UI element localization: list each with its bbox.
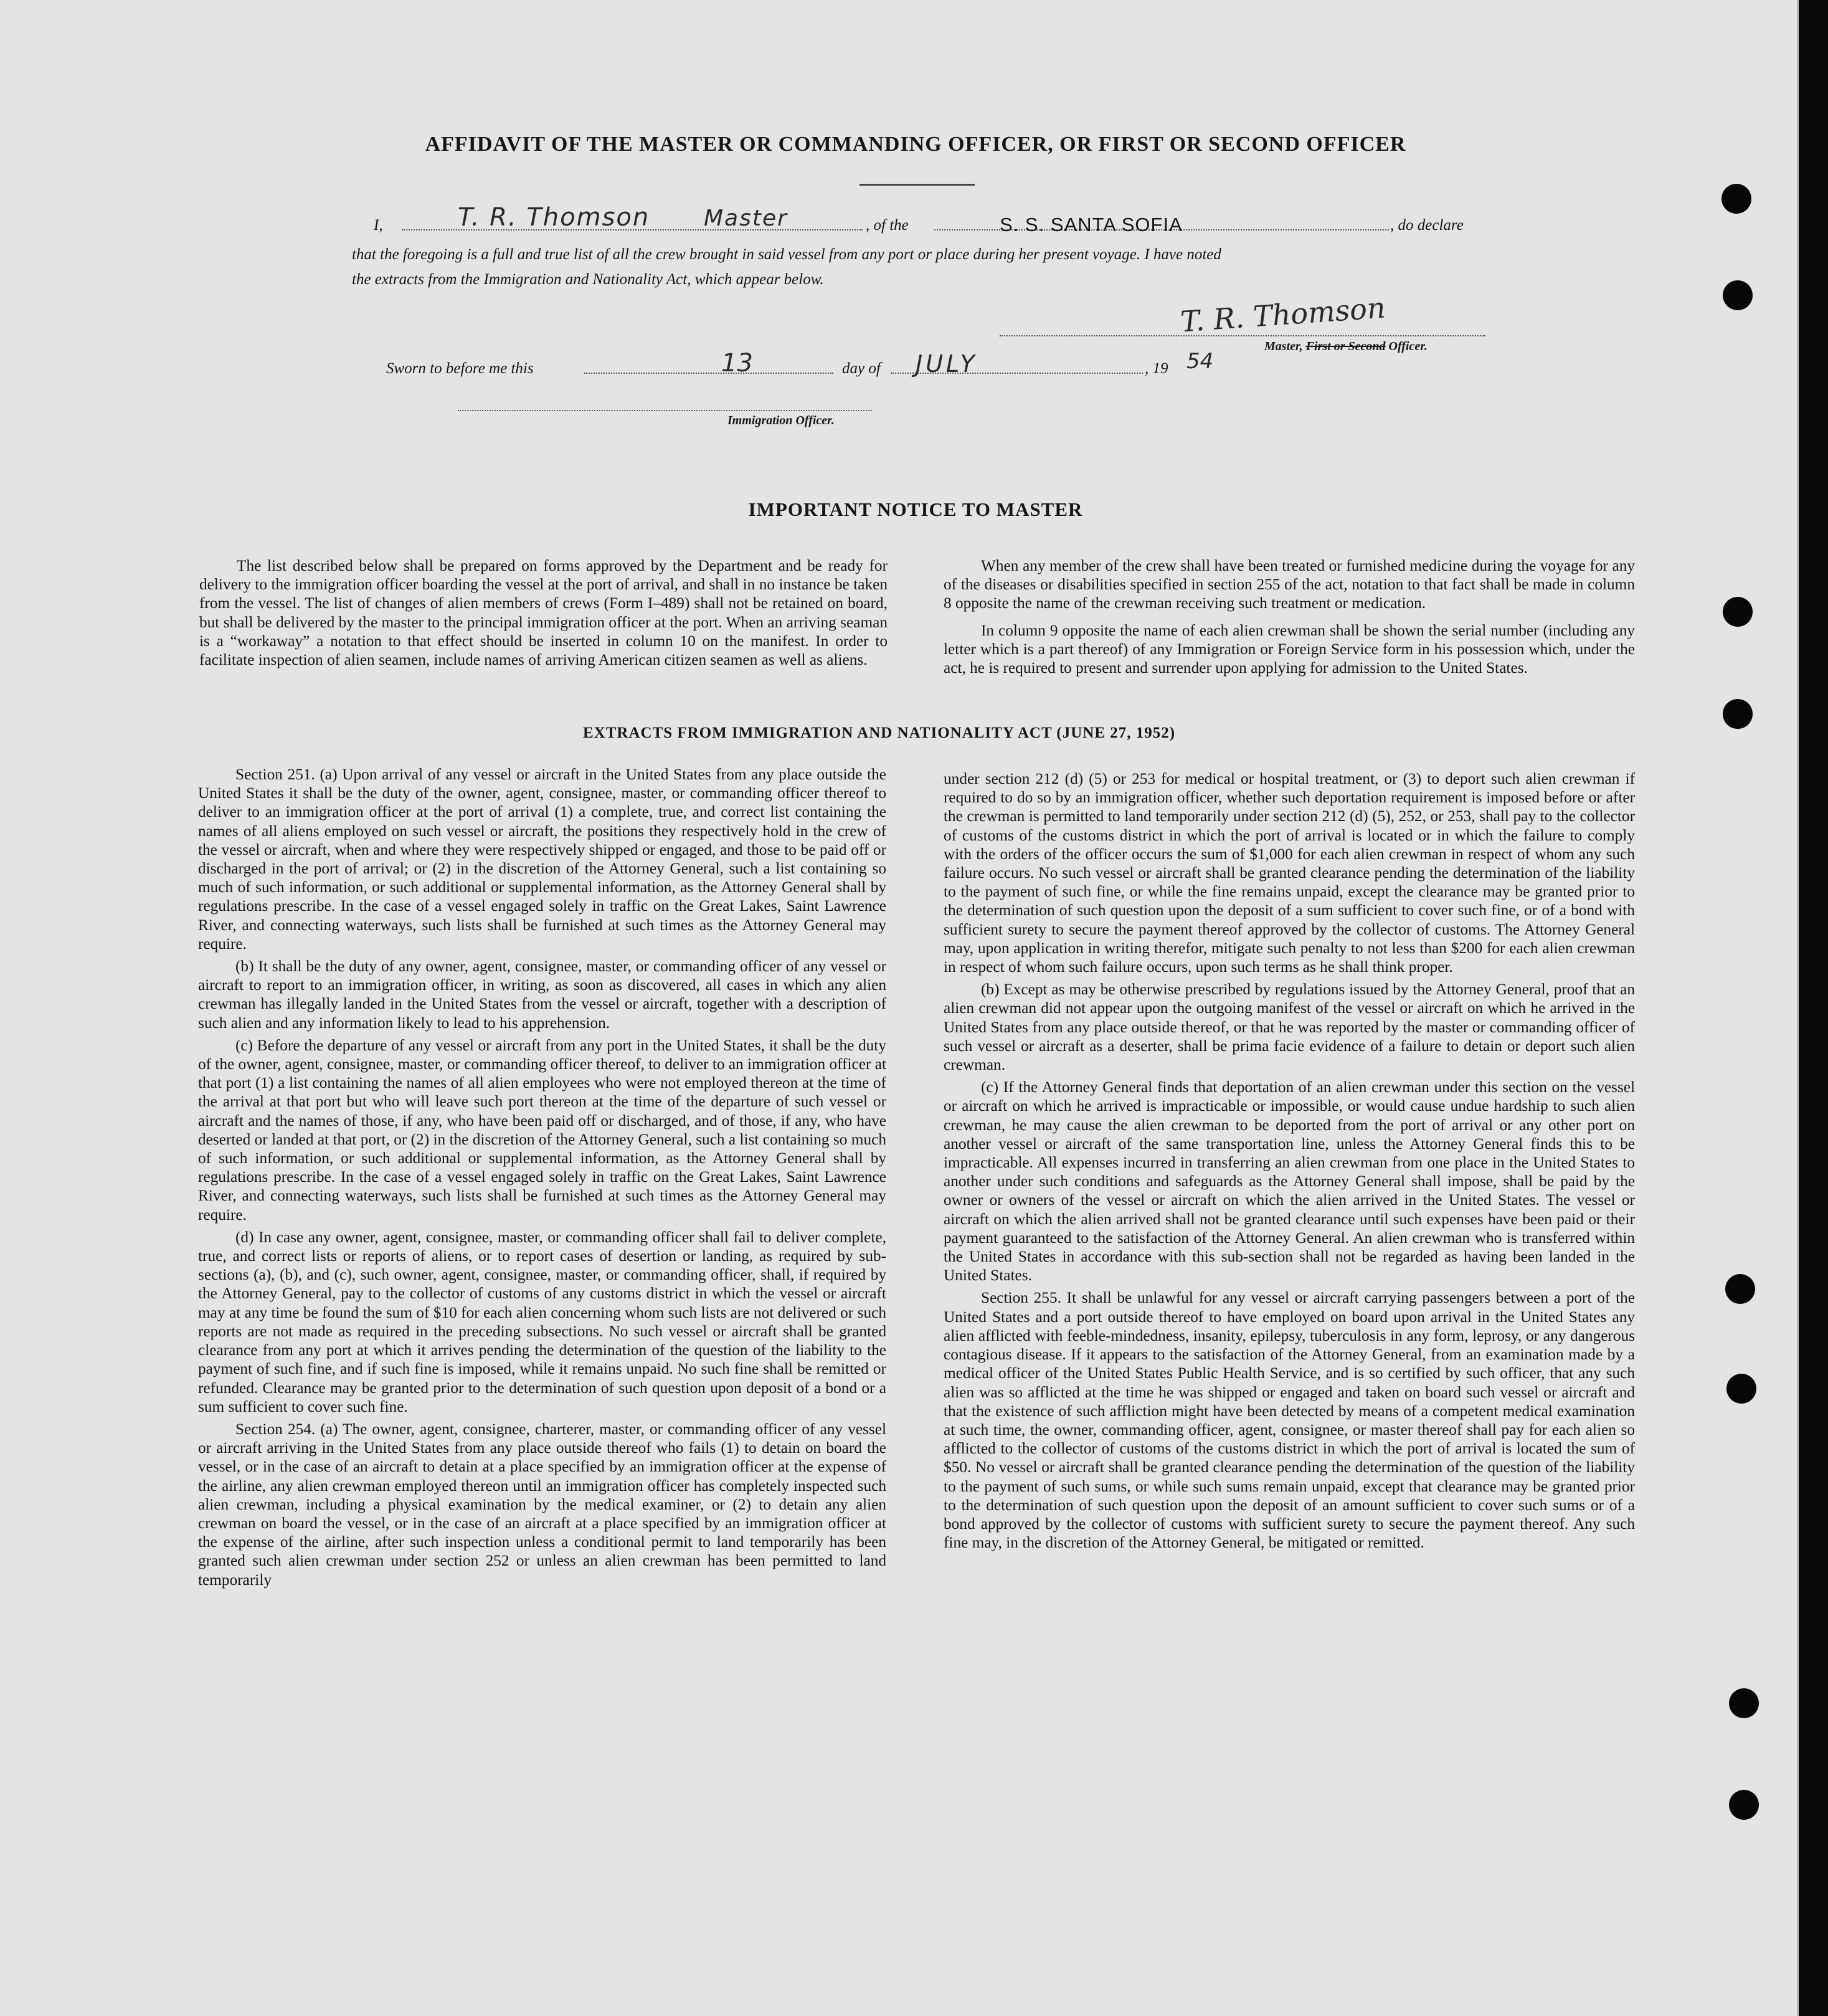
signature-caption: [1264, 340, 1428, 354]
master-signature: T. R. Thomson: [1179, 290, 1387, 339]
notice-right-column: [944, 556, 1635, 685]
declaration-line-2: the extracts from the Immigration and Nationality Act, which appear below.: [352, 271, 824, 288]
vessel-name: S. S. SANTA SOFIA: [1000, 214, 1183, 235]
sworn-year: 54: [1186, 349, 1214, 374]
notice-paragraph: The list described below shall be prepared on forms approved by the Department and be ready for delivery to the immigration officer boarding the vessel at the port of arrival, and shall in no instance be taken from the vessel. The list of changes of alien members of crews (Form I–489) shall not be retained on board, but shall be delivered by the master to the principal immigration officer at the port. When an arriving seaman is a “workaway” a notation to that effect should be inserted in column 10 on the manifest. In order to facilitate inspection of alien seamen, include names of arriving American citizen seamen as well as aliens.: [199, 557, 888, 669]
extract-paragraph: (b) Except as may be otherwise prescribed by regulations issued by the Attorney General, proof that an alien crewman did not appear upon the outgoing manifest of the vessel or aircraft on which he arrived in the United States from any place outside thereof, or that he was reported by the master or commanding officer of such vessel or aircraft as a deserter, shall be prima facie evidence of a failure to detain or deport such alien crewman.: [944, 981, 1635, 1074]
punch-hole: [1721, 184, 1751, 214]
punch-hole: [1723, 280, 1753, 310]
extracts-right-column: [944, 769, 1635, 1552]
affidavit-title: AFFIDAVIT OF THE MASTER OR COMMANDING OFFICER, OR FIRST OR SECOND OFFICER: [425, 133, 1406, 156]
caption-prefix: Master,: [1264, 340, 1306, 353]
officer-caption: Immigration Officer.: [727, 414, 835, 427]
rank-handwriting: Master: [704, 206, 788, 231]
extract-paragraph: Section 254. (a) The owner, agent, consignee, charterer, master, or commanding officer of any vessel or aircraft arriving in the United States from any place outside thereof who fails (1) to detain on board the vessel, or in the case of an aircraft to detain at a place specified by an immigration officer at the expense of the airline, any alien crewman employed thereon until an immigration officer has completely inspected such alien crewman, including a physical examination by the medical examiner, or (2) to detain any alien crewman on board the vessel, or in the case of an aircraft at a place specified by an immigration officer at the expense of the airline, after such inspection unless a conditional permit to land temporarily has been granted such alien crewman under section 252 or unless an alien crewman has been permitted to land temporarily: [198, 1420, 886, 1589]
sworn-day: 13: [721, 349, 753, 378]
of-the-label: , of the: [866, 217, 909, 234]
punch-hole: [1723, 597, 1753, 627]
signature-line: [1000, 335, 1485, 336]
notice-paragraph: When any member of the crew shall have been treated or furnished medicine during the voyage for any of the diseases or disabilities specified in section 255 of the act, notation to that fact shall be made in column 8 opposite the name of the crewman receiving such treatment or medication.: [944, 557, 1635, 612]
year-prefix: , 19: [1145, 360, 1168, 377]
day-of-label: day of: [842, 360, 881, 377]
sworn-day-line: [584, 373, 833, 374]
notice-paragraph: In column 9 opposite the name of each alien crewman shall be shown the serial number (including any letter which is a part thereof) of any Immigration or Foreign Service form in his possession which, under the act, he is required to present and surrender upon applying for admission to the United States.: [944, 621, 1635, 677]
punch-hole: [1725, 1274, 1755, 1304]
extract-paragraph: under section 212 (d) (5) or 253 for medical or hospital treatment, or (3) to deport such alien crewman if required to do so by an immigration officer, whether such deportation requirement is imposed before or after the crewman is permitted to land temporarily under section 212 (d) (5), 252, or 253, shall pay to the collector of customs of the customs district in which the port of arrival is located or in which the failure to comply with the orders of the officer occurs the sum of $1,000 for each alien crewman in respect of whom any such failure occurs. No such vessel or aircraft shall be granted clearance pending the determination of the liability to the payment of such fine, or while the fine remains unpaid, except the clearance may be granted prior to the determination of such question upon the deposit of a sum sufficient to cover such fine, or of a bond with sufficient surety to secure the payment thereof approved by the collector of customs. The Attorney General may, upon application in writing therefor, mitigate such penalty to not less than $200 for each alien crewman in respect of whom such failure occurs, upon such terms as he shall think proper.: [944, 770, 1635, 976]
extract-paragraph: Section 255. It shall be unlawful for any vessel or aircraft carrying passengers between a port of the United States and a port outside thereof to have employed on board upon arrival in the United States any alien afflicted with feeble-mindedness, insanity, epilepsy, tuberculosis in any form, leprosy, or any dangerous contagious disease. If it appears to the satisfaction of the Attorney General, from an examination made by a medical officer of the United States Public Health Service, and is so certified by such officer, that any such alien was so afflicted at the time he was shipped or engaged and taken on board such vessel or aircraft and that the existence of such affliction might have been detected by means of a competent medical examination at such time, the owner, commanding officer, agent, consignee, or master thereof shall pay for each alien so afflicted to the collector of customs of the customs district in which the port of arrival is located the sum of $50. No vessel or aircraft shall be granted clearance pending the determination of the question of the liability to the payment of such sums, or while such sums remain unpaid, except that clearance may be granted prior to the determination of such question upon the deposit of an amount sufficient to cover such sums or of a bond approved by the collector of customs with sufficient surety to secure the payment thereof. Any such fine may, in the discretion of the Attorney General, be mitigated or remitted.: [944, 1289, 1635, 1552]
extract-paragraph: (c) Before the departure of any vessel or aircraft from any port in the United States, it shall be the duty of the owner, agent, consignee, master, or commanding officer thereof, to deliver to an immigration officer at that port (1) a list containing the names of all alien employees who were not employed thereon at the time of the arrival at that port but who will leave such port thereon at the time of the departure of such vessel or aircraft and the names of those, if any, who have been paid off or discharged, and of those, if any, who have deserted or landed at that port, or (2) in the discretion of the Attorney General, such a list containing so much of such information, or such additional or supplemental information, as the Attorney General shall by regulations prescribe. In the case of a vessel engaged solely in traffic on the Great Lakes, Saint Lawrence River, and connecting waterways, such lists shall be furnished at such times as the Attorney General may require.: [198, 1036, 886, 1224]
extract-paragraph: (c) If the Attorney General finds that deportation of an alien crewman under this section on the vessel or aircraft on which he arrived is impracticable or impossible, or would cause undue hardship to such alien crewman, he may cause the alien crewman to be deported from the port of arrival or any other port on another vessel or aircraft of the same transportation line, unless the Attorney General finds this to be impracticable. All expenses incurred in transferring an alien crewman from one place in the United States to another under such conditions and safeguards as the Attorney General shall impose, shall be paid by the owner or owners of the vessel or aircraft on which the alien arrived in the United States. The vessel or aircraft on which the alien arrived shall not be granted clearance until such expenses have been paid or their payment guaranteed to the satisfaction of the Attorney General. An alien crewman who is transferred within the United States in accordance with this sub-section shall not be regarded as having been landed in the United States.: [944, 1078, 1635, 1285]
extract-paragraph: Section 251. (a) Upon arrival of any vessel or aircraft in the United States from any place outside the United States it shall be the duty of the owner, agent, consignee, master, or commanding officer thereof to deliver to an immigration officer at the port of arrival (1) a complete, true, and correct list containing the names of all aliens employed on such vessel or aircraft, the positions they respectively hold in the crew of the vessel or aircraft, when and where they were respectively shipped or engaged, and those to be paid off or discharged in the port of arrival; or (2) in the discretion of the Attorney General, such a list containing so much of such information, or such additional or supplemental information, as the Attorney General shall by regulations prescribe. In the case of a vessel engaged solely in traffic on the Great Lakes, Saint Lawrence River, and connecting waterways, such lists shall be furnished at such times as the Attorney General may require.: [198, 766, 886, 953]
punch-hole: [1729, 1688, 1759, 1718]
punch-hole: [1723, 699, 1753, 729]
extract-paragraph: (b) It shall be the duty of any owner, agent, consignee, master, or commanding officer of any vessel or aircraft to report to an immigration officer, in writing, as soon as discovered, all cases in which any alien crewman has illegally landed in the United States from the vessel or aircraft, together with a description of such alien and any information likely to lead to his apprehension.: [198, 958, 886, 1032]
title-divider: [860, 184, 975, 186]
do-declare-label: , do declare: [1390, 217, 1464, 234]
sworn-label: Sworn to before me this: [386, 360, 534, 377]
notice-left-column: [199, 556, 888, 677]
extract-paragraph: (d) In case any owner, agent, consignee, master, or commanding officer shall fail to deliver complete, true, and correct lists or reports of aliens, or to report cases of desertion or landing, as required by sub-sections (a), (b), and (c), such owner, agent, consignee, master, or commanding officer, shall, if required by the Attorney General, pay to the collector of customs of any customs district in which the vessel or aircraft may at any time be found the sum of $10 for each alien concerning whom such lists are not delivered or such reports are not made as required in the preceding subsections. No such vessel or aircraft shall be granted clearance from any port at which it arrives pending the determination of the question of the liability to the payment of such fine, and if such fine is imposed, while it remains unpaid. No such fine shall be remitted or refunded. Clearance may be granted prior to the determination of such question upon deposit of a bond or a sum sufficient to cover such fine.: [198, 1228, 886, 1415]
punch-hole: [1729, 1790, 1759, 1820]
notice-title: IMPORTANT NOTICE TO MASTER: [748, 498, 1083, 520]
master-name-handwriting: T. R. Thomson: [458, 203, 650, 232]
caption-struck: First or Second: [1305, 340, 1386, 353]
caption-suffix: Officer.: [1385, 340, 1428, 353]
i-label: I,: [374, 217, 383, 234]
extracts-title: EXTRACTS FROM IMMIGRATION AND NATIONALITY ACT (JUNE 27, 1952): [583, 725, 1176, 741]
punch-hole: [1726, 1374, 1756, 1404]
sworn-month: JULY: [916, 350, 978, 378]
declaration-line-1: that the foregoing is a full and true list of all the crew brought in said vessel from any port or place during her present voyage. I have noted: [352, 246, 1221, 263]
officer-signature-line: [458, 410, 872, 411]
extracts-left-column: [198, 765, 886, 1589]
